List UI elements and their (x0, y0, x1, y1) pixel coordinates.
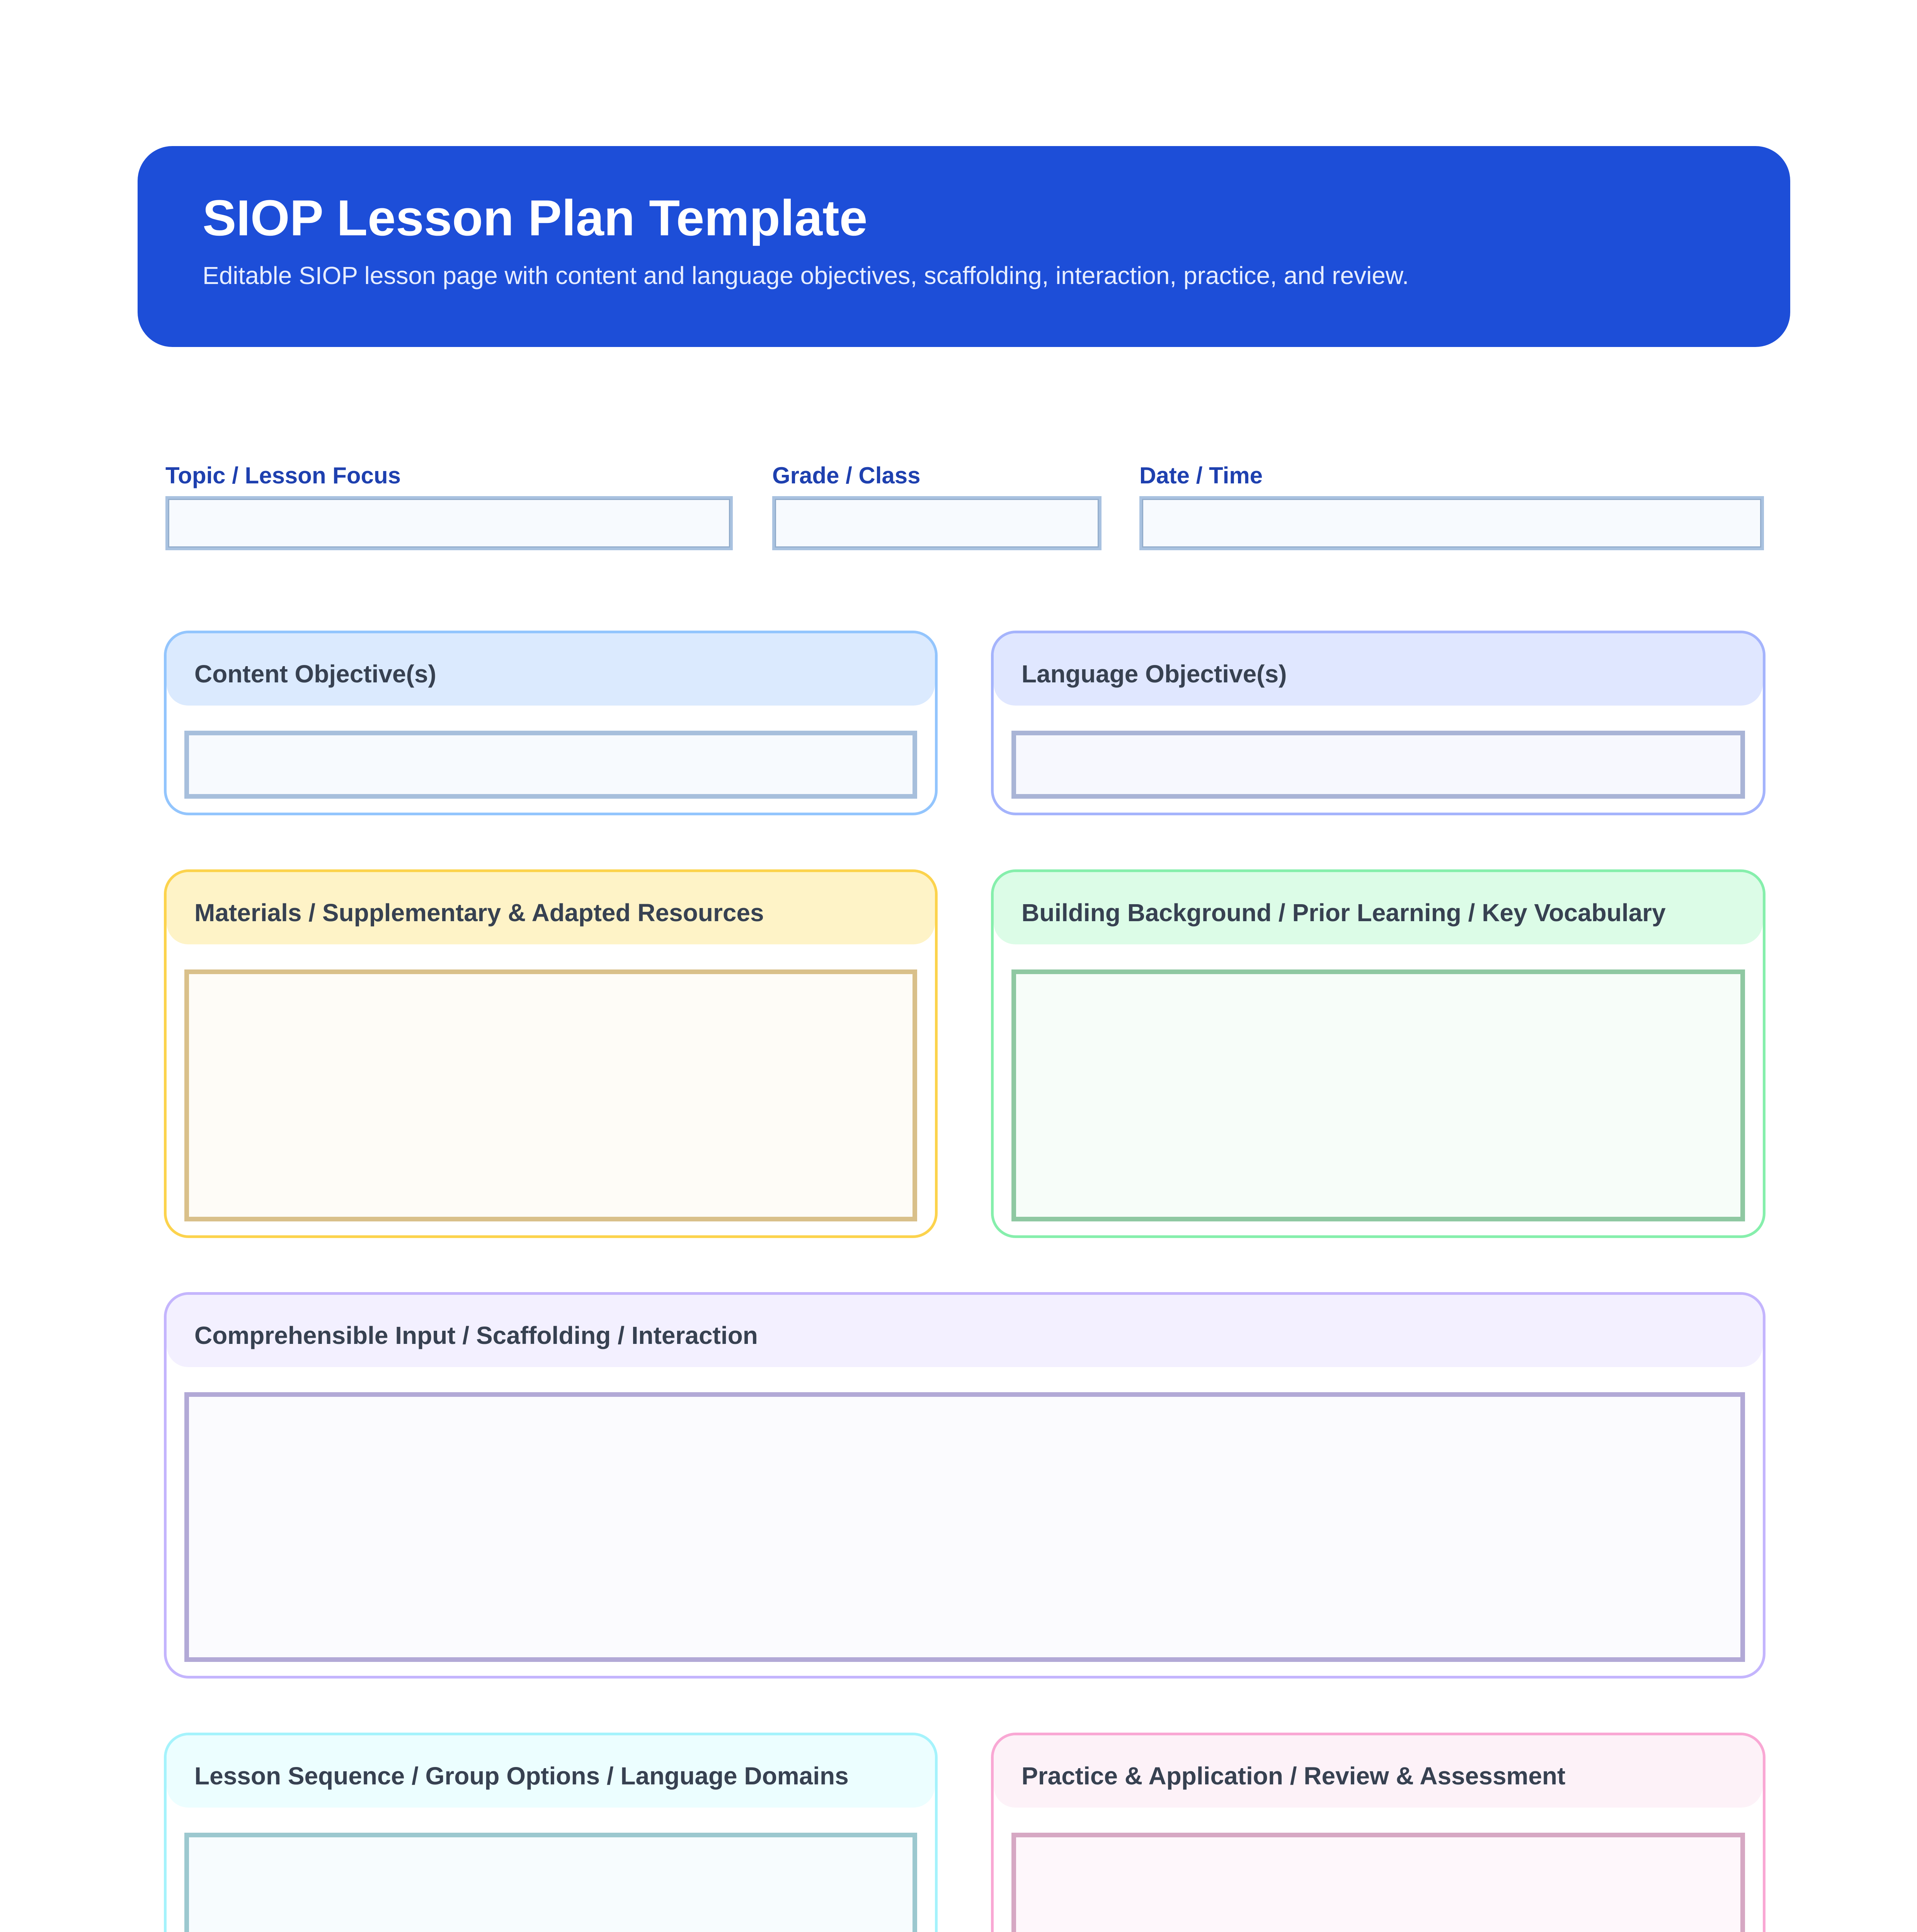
materials-field[interactable] (184, 969, 917, 1221)
language-objectives-panel (991, 631, 1765, 815)
practice-review-header (994, 1735, 1763, 1808)
topic-label: Topic / Lesson Focus (165, 463, 401, 488)
building-background-title: Building Background / Prior Learning / Key Vocabulary (1021, 899, 1666, 927)
comprehensible-input-field[interactable] (184, 1392, 1745, 1662)
content-objectives-header (167, 633, 935, 706)
content-objectives-title: Content Objective(s) (194, 660, 436, 688)
lesson-sequence-panel (164, 1733, 938, 1932)
comprehensible-input-header (167, 1295, 1763, 1367)
topic-input[interactable] (165, 496, 733, 550)
materials-header (167, 872, 935, 944)
page-header (138, 146, 1790, 347)
date-input[interactable] (1139, 496, 1764, 550)
lesson-sequence-title: Lesson Sequence / Group Options / Language Domains (194, 1762, 849, 1790)
content-objectives-field[interactable] (184, 731, 917, 799)
practice-review-field[interactable] (1011, 1833, 1745, 1932)
building-background-field[interactable] (1011, 969, 1745, 1221)
grade-label: Grade / Class (772, 463, 921, 488)
language-objectives-header (994, 633, 1763, 706)
comprehensible-input-panel (164, 1292, 1765, 1679)
grade-input[interactable] (772, 496, 1102, 550)
page-subtitle: Editable SIOP lesson page with content and language objectives, scaffolding, interaction, practice, and review. (203, 262, 1409, 289)
lesson-sequence-header (167, 1735, 935, 1808)
building-background-panel (991, 869, 1765, 1238)
practice-review-panel (991, 1733, 1765, 1932)
date-label: Date / Time (1139, 463, 1263, 488)
materials-panel (164, 869, 938, 1238)
comprehensible-input-title: Comprehensible Input / Scaffolding / Interaction (194, 1321, 758, 1349)
page-title: SIOP Lesson Plan Template (203, 189, 868, 246)
language-objectives-field[interactable] (1011, 731, 1745, 799)
lesson-sequence-field[interactable] (184, 1833, 917, 1932)
materials-title: Materials / Supplementary & Adapted Resources (194, 899, 764, 927)
practice-review-title: Practice & Application / Review & Assessment (1021, 1762, 1566, 1790)
content-objectives-panel (164, 631, 938, 815)
language-objectives-title: Language Objective(s) (1021, 660, 1287, 688)
building-background-header (994, 872, 1763, 944)
